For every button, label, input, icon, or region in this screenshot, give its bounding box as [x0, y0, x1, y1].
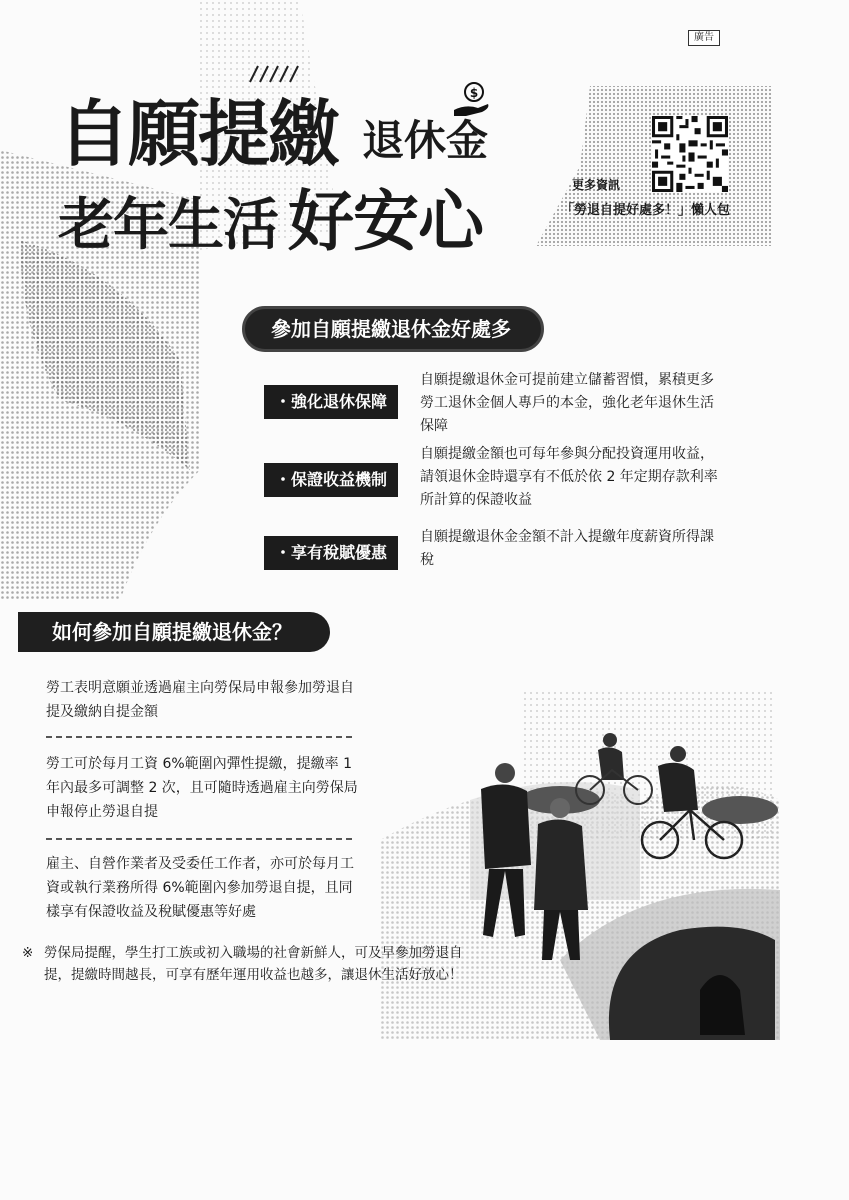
divider: [46, 736, 352, 738]
slash-decoration-icon: [246, 64, 306, 84]
benefit-description-retirement-protection: 自願提繳退休金可提前建立儲蓄習慣，累積更多勞工退休金個人專戶的本金，強化老年退休生活保障: [420, 372, 714, 434]
money-hand-icon: [452, 80, 492, 120]
sub-title-emphasis: 好安心: [288, 182, 483, 260]
cyclists-and-elders-illustration: [470, 730, 770, 980]
note-text: 勞保局提醒，學生打工族或初入職場的社會新鮮人，可及早參加勞退自提，提繳時間越長，可享有歷年運用收益也越多，讓退休生活好放心！: [44, 945, 463, 983]
main-title: 自願提繳: [58, 91, 339, 176]
main-title-sub: 退休金: [362, 116, 489, 165]
advertisement-tag: 廣告: [688, 30, 720, 46]
qr-code[interactable]: [652, 116, 728, 192]
benefit-description-guaranteed-return: 自願提繳金額也可每年參與分配投資運用收益，請領退休金時還享有不低於依 2 年定期存款利率所計算的保證收益: [420, 446, 718, 508]
sub-title: 老年生活: [58, 192, 278, 258]
how-to-heading: 如何參加自願提繳退休金？: [18, 612, 330, 652]
benefits-heading: 參加自願提繳退休金好處多: [242, 306, 544, 352]
more-info-label: 更多資訊: [572, 178, 621, 192]
divider: [46, 838, 352, 840]
note-mark: ※: [22, 945, 34, 961]
benefit-description-tax-benefit: 自願提繳退休金金額不計入提繳年度薪資所得課稅: [420, 529, 714, 568]
how-to-step: 勞工可於每月工資 6%範圍內彈性提繳，提繳率 1 年內最多可調整 2 次，且可隨時透過雇主向勞保局申報停止勞退自提: [46, 756, 358, 820]
benefit-label-retirement-protection: ・強化退休保障: [264, 385, 398, 419]
how-to-step: 勞工表明意願並透過雇主向勞保局申報參加勞退自提及繳納自提金額: [46, 680, 354, 720]
info-pack-label: 「勞退自提好處多！」懶人包: [561, 203, 731, 218]
svg-text:$: $: [469, 86, 479, 100]
how-to-step: 雇主、自營作業者及受委任工作者，亦可於每月工資或執行業務所得 6%範圍內參加勞退自提，且同樣享有保證收益及稅賦優惠等好處: [46, 856, 354, 920]
benefit-label-tax-benefit: ・享有稅賦優惠: [264, 536, 398, 570]
benefit-label-guaranteed-return: ・保證收益機制: [264, 463, 398, 497]
